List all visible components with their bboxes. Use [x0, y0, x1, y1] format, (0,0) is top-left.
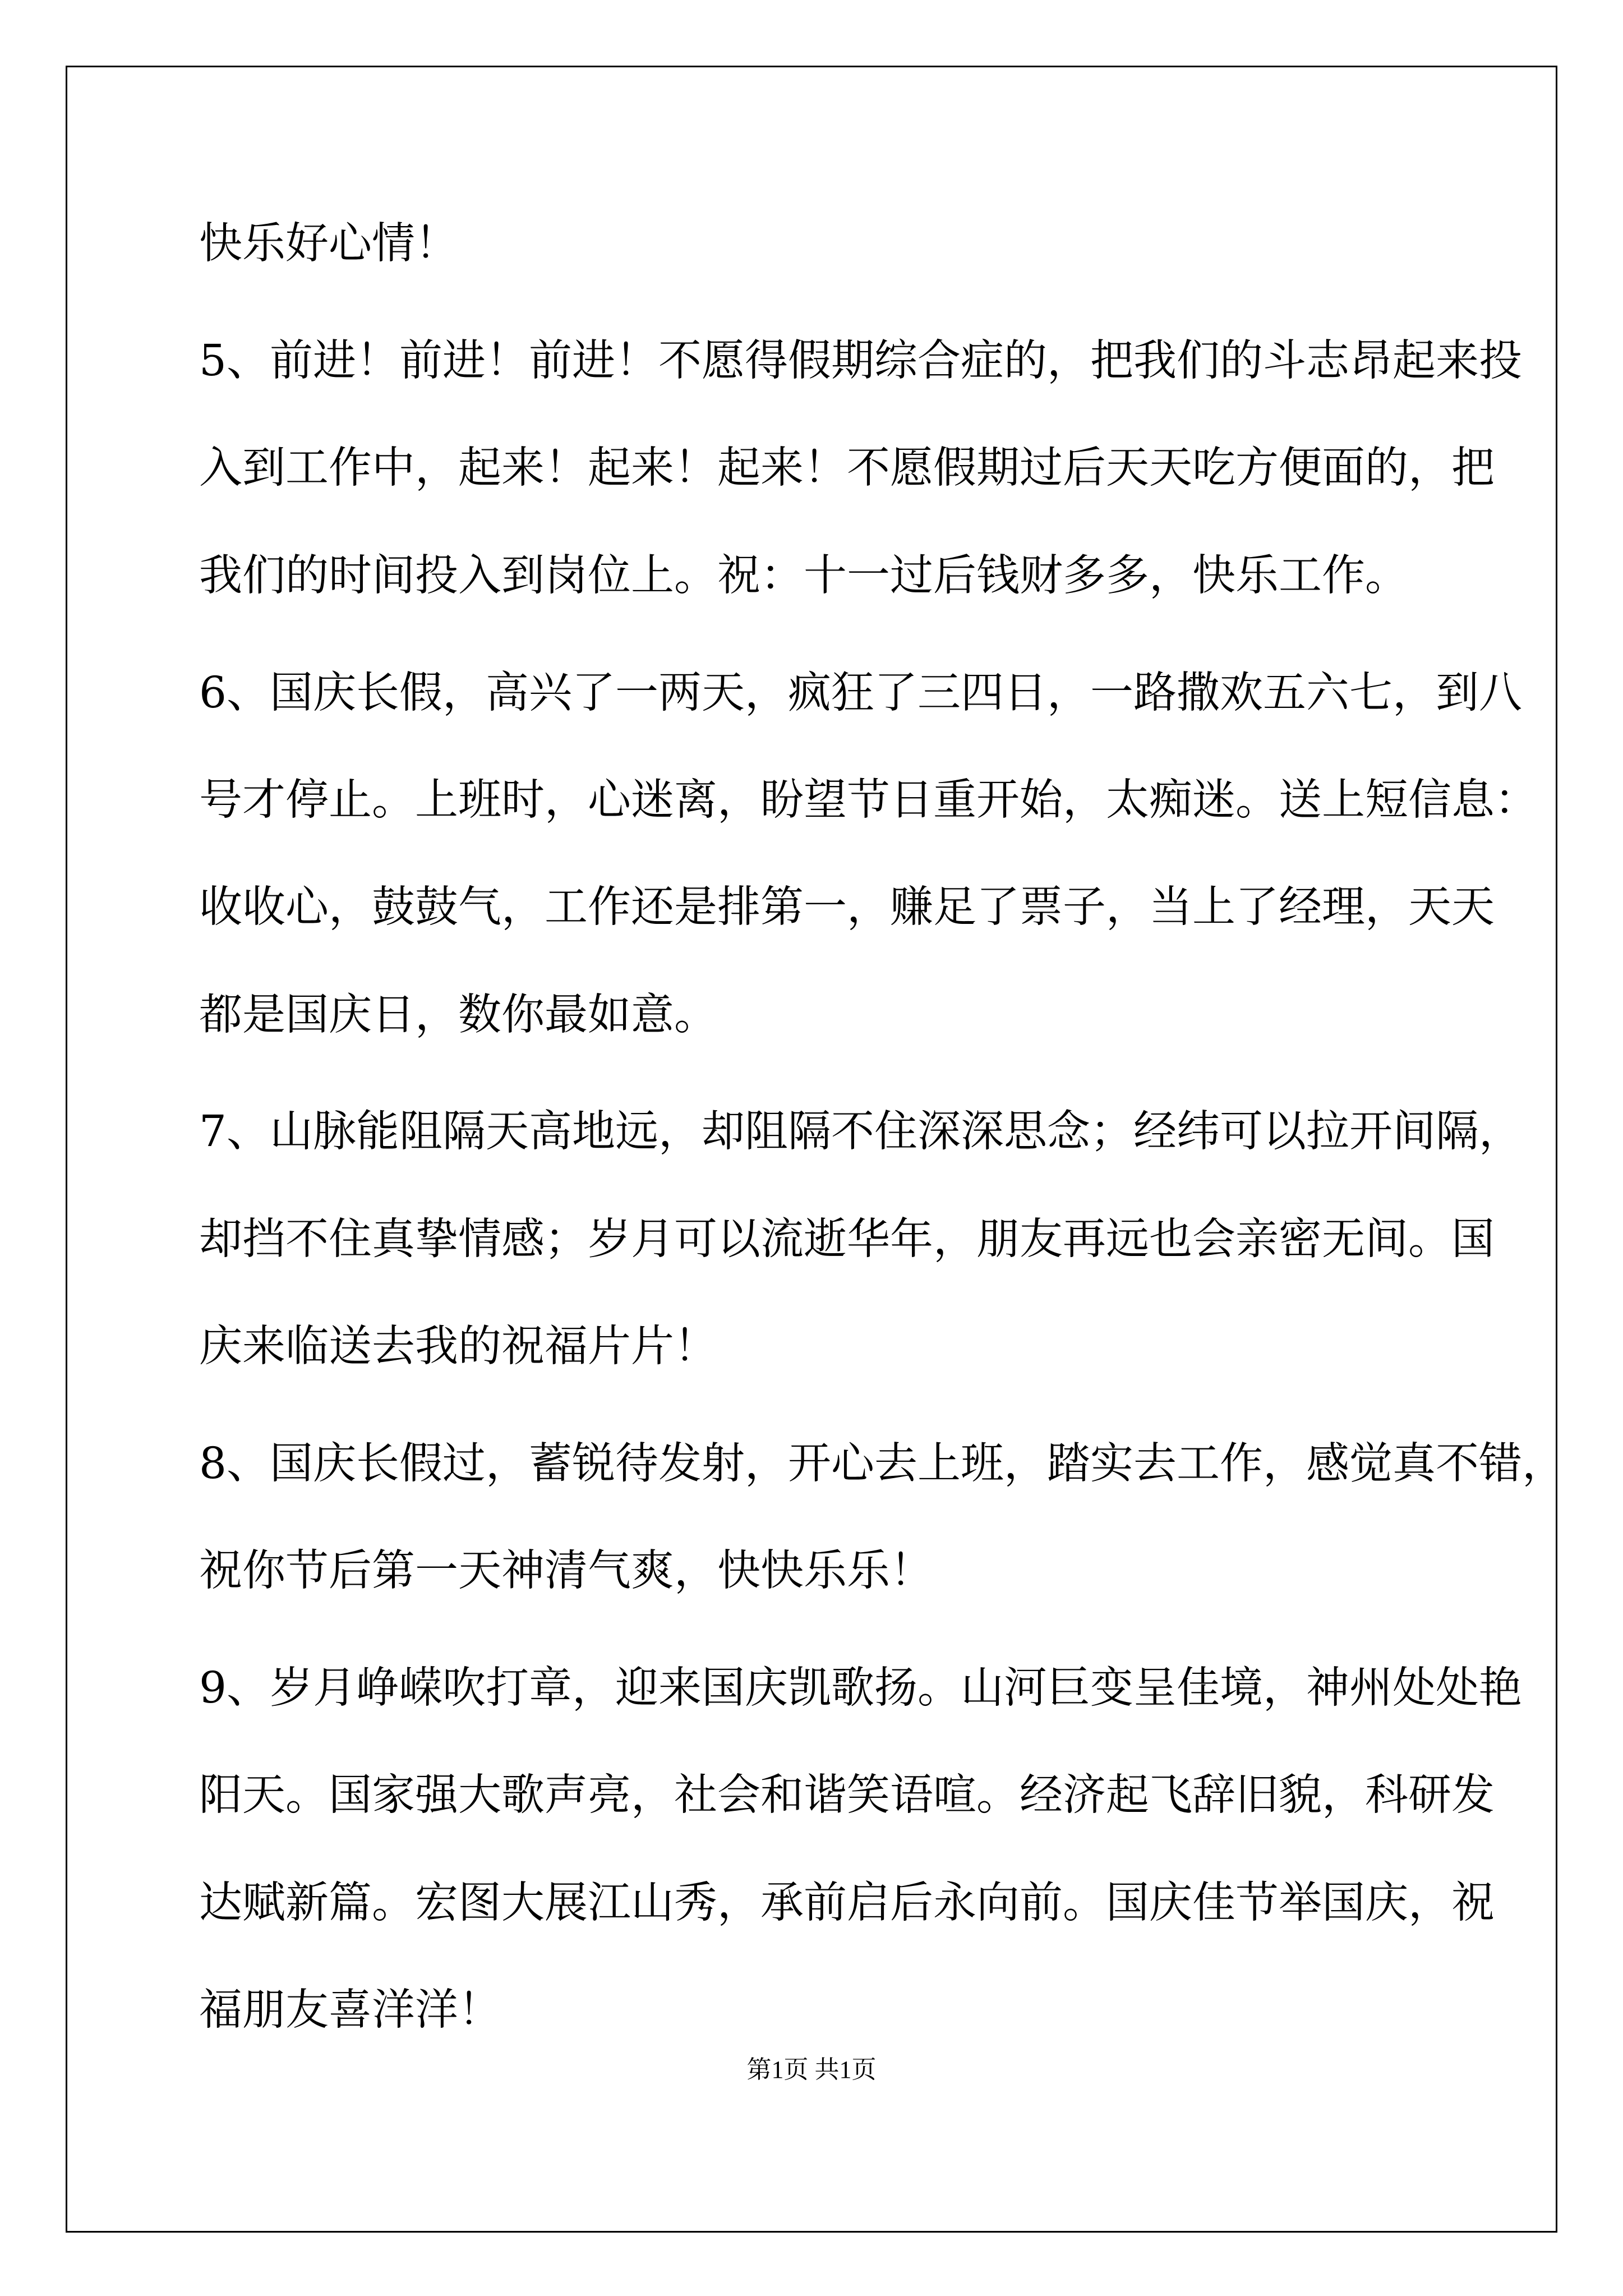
text-line: 我们的时间投入到岗位上。祝：十一过后钱财多多，快乐工作。: [199, 551, 1408, 601]
text-line: 号才停止。上班时，心迷离，盼望节日重开始，太痴迷。送上短信息：: [199, 775, 1538, 825]
text-line: 祝你节后第一天神清气爽，快快乐乐！: [199, 1546, 933, 1596]
text-line: 却挡不住真挚情感；岁月可以流逝华年，朋友再远也会亲密无间。国: [199, 1214, 1495, 1264]
text-line: 5、前进！前进！前进！不愿得假期综合症的，把我们的斗志昂起来投: [199, 336, 1522, 386]
text-line: 7、山脉能阻隔天高地远，却阻隔不住深深思念；经纬可以拉开间隔，: [199, 1107, 1522, 1157]
text-line: 快乐好心情！: [199, 219, 458, 269]
text-line: 福朋友喜洋洋！: [199, 1985, 501, 2035]
text-line: 阳天。国家强大歌声亮，社会和谐笑语喧。经济起飞辞旧貌，科研发: [199, 1770, 1495, 1820]
text-line: 8、国庆长假过，蓄锐待发射，开心去上班，踏实去工作，感觉真不错，: [199, 1439, 1565, 1489]
text-line: 达赋新篇。宏图大展江山秀，承前启后永向前。国庆佳节举国庆，祝: [199, 1878, 1495, 1928]
text-line: 庆来临送去我的祝福片片！: [199, 1322, 717, 1372]
page-number-footer: 第1页 共1页: [746, 2056, 877, 2083]
text-line: 9、岁月峥嵘吹打章，迎来国庆凯歌扬。山河巨变呈佳境，神州处处艳: [199, 1663, 1522, 1713]
text-line: 都是国庆日，数你最如意。: [199, 990, 717, 1040]
text-line: 6、国庆长假，高兴了一两天，疯狂了三四日，一路撒欢五六七，到八: [199, 668, 1522, 718]
text-line: 收收心，鼓鼓气，工作还是排第一，赚足了票子，当上了经理，天天: [199, 882, 1495, 932]
text-line: 入到工作中，起来！起来！起来！不愿假期过后天天吃方便面的，把: [199, 443, 1495, 493]
